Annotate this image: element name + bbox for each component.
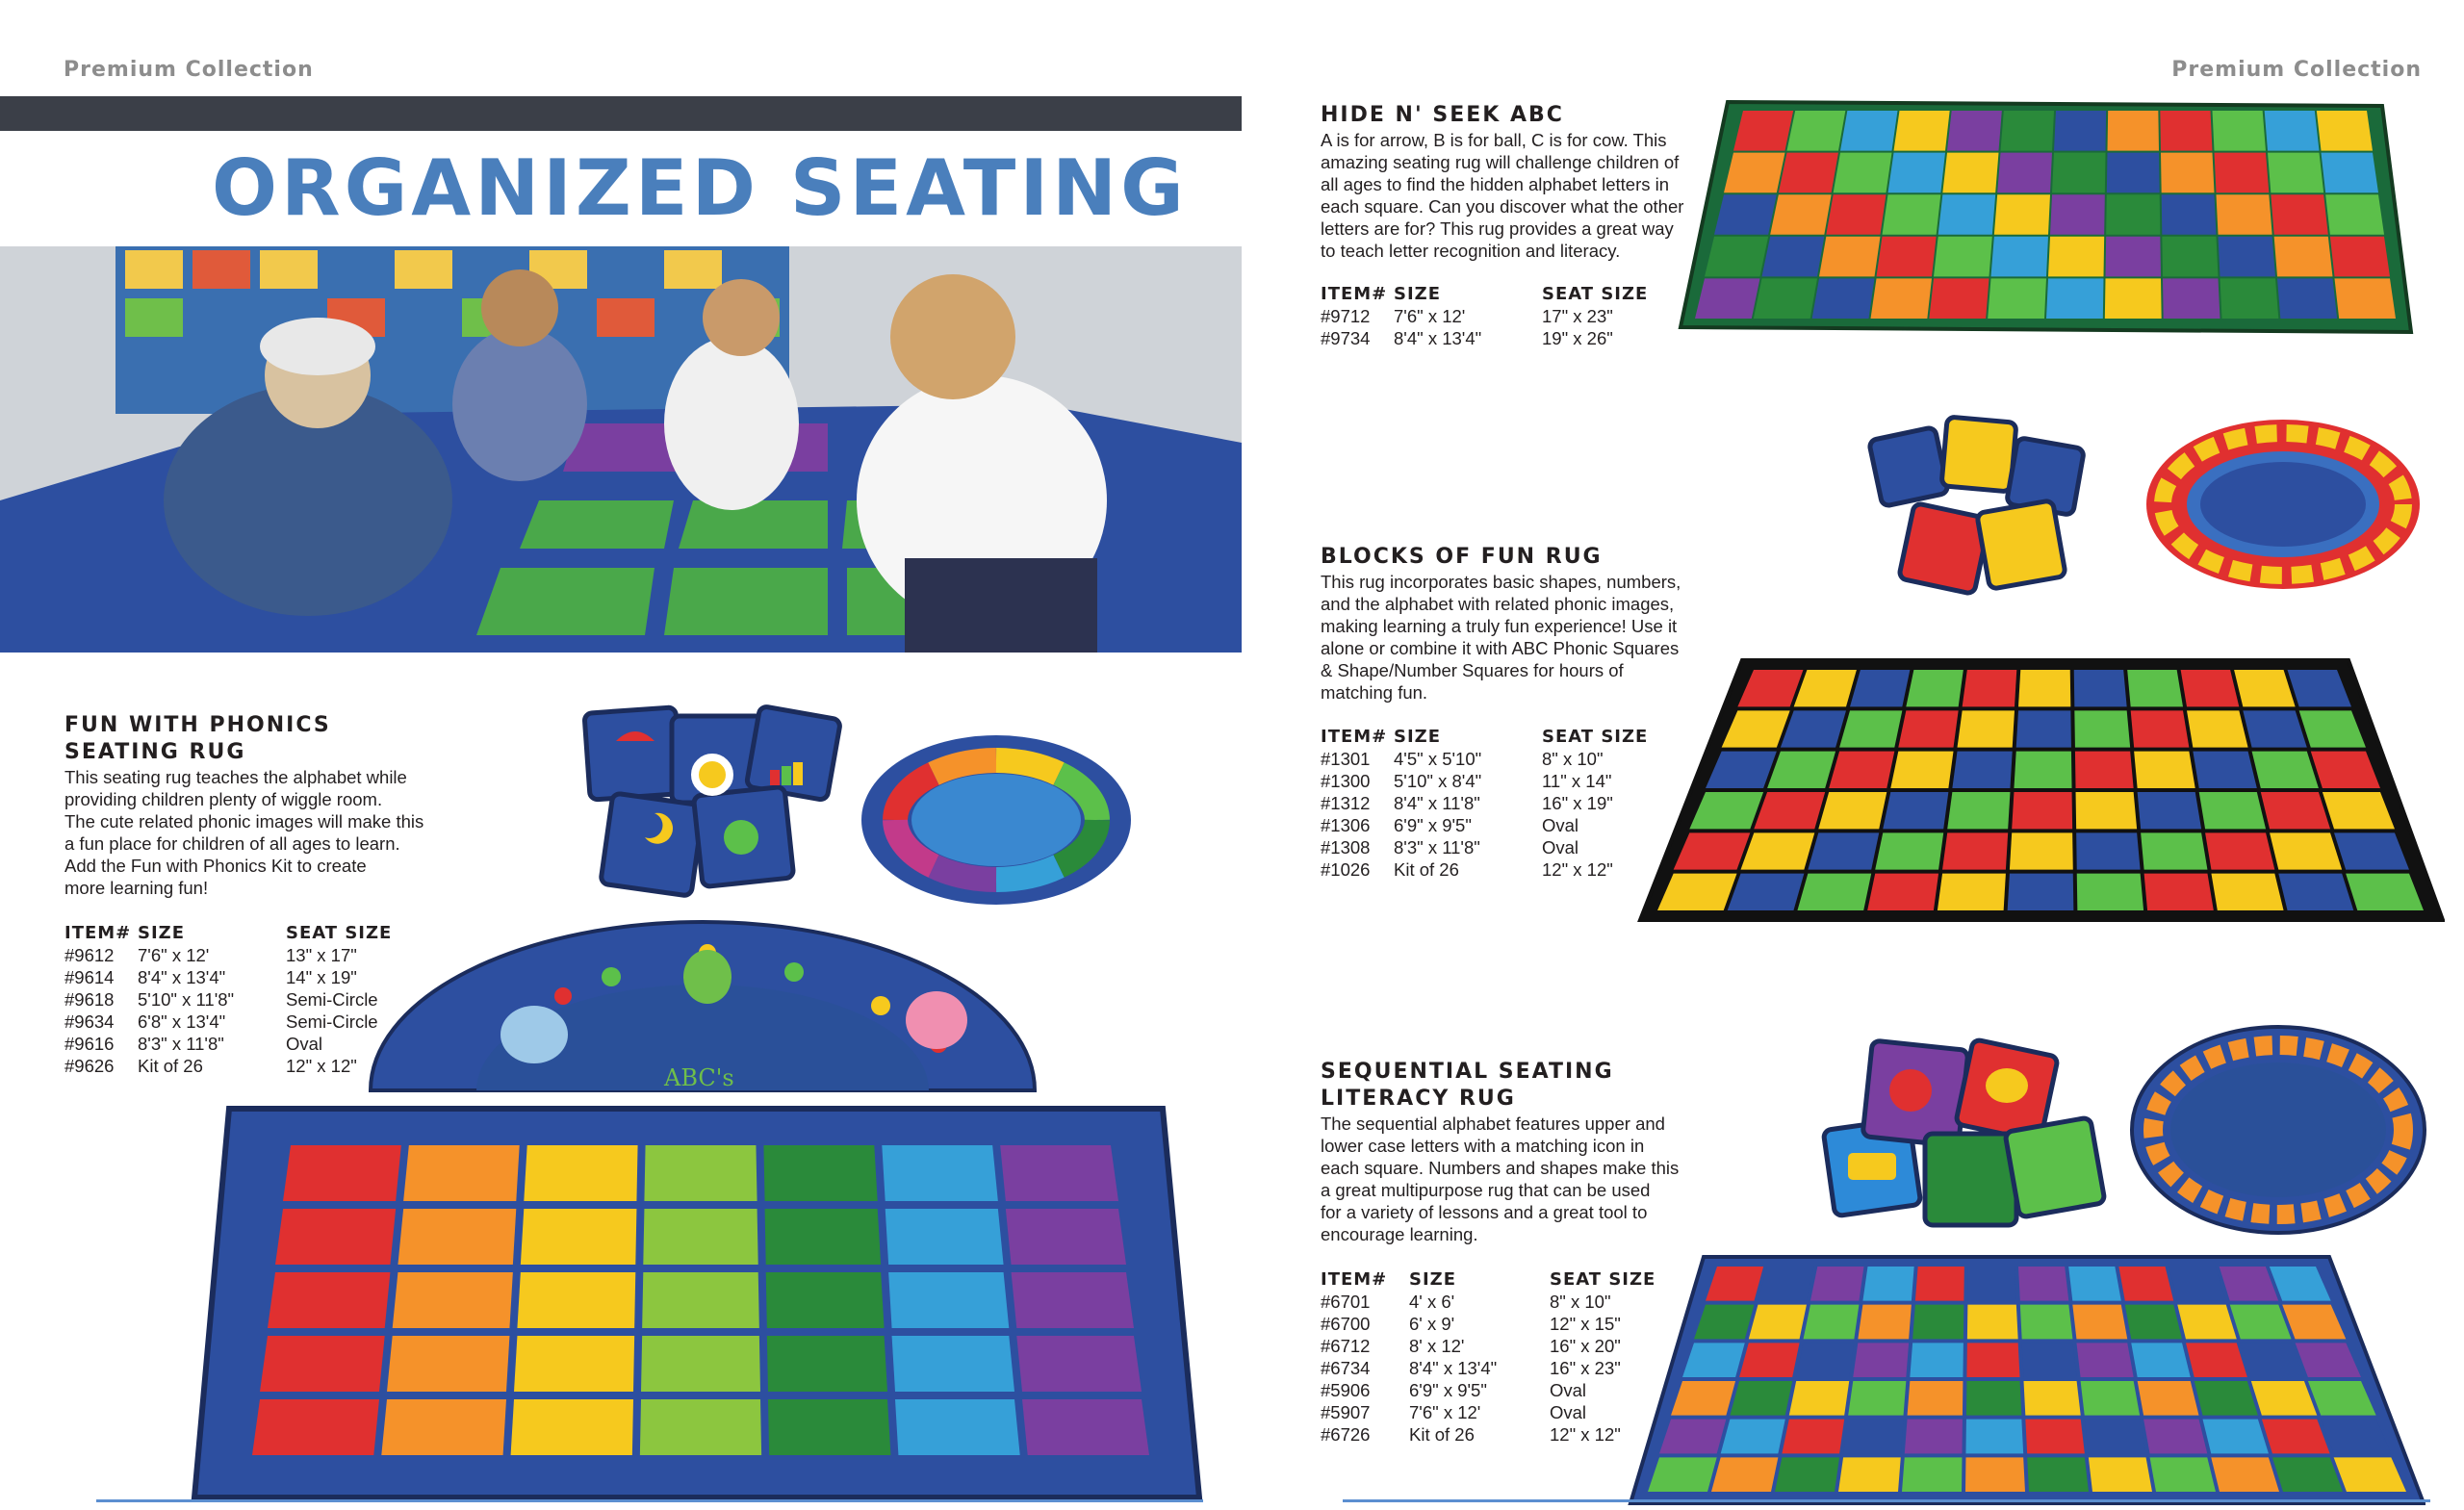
rug-square [381,1399,506,1455]
rug-square [1942,153,1998,193]
rug-square [2150,1457,2216,1492]
rug-square [1721,1420,1785,1454]
rug-square [2105,278,2162,319]
rug-square [2106,194,2160,235]
rug-square [1862,1267,1913,1301]
header-right: Premium Collection [2171,58,2422,82]
rug-square [2050,194,2105,235]
rug-square [2193,752,2256,788]
table-row: #9734 8'4" x 13'4" 19" x 26" [1321,328,1613,348]
rug-square [1915,1267,1964,1301]
rug-square [1812,278,1875,319]
rug-square [1775,1457,1839,1492]
rug-square [2194,1381,2258,1416]
blocks-of-fun-oval-rug [2142,416,2426,594]
rug-square [283,1145,401,1201]
table-row: #6712 8' x 12' 16" x 20" [1321,1336,1621,1356]
rug-square [2144,874,2214,910]
rug-square [1890,752,1953,788]
rug-square [1810,1267,1864,1301]
table-header: ITEM# SIZE SEAT SIZE [1321,1269,1656,1290]
rug-square [1967,1305,2018,1340]
product-description-fun-with-phonics: This seating rug teaches the alphabet while providing children plenty of wiggle room. The cute related phonic images will make this a fun place for children of all ages to learn. Add the Fun with Phonics Kit to create more learning fun! [64,767,424,898]
rug-square [1965,1457,2025,1492]
rug-square [1022,1399,1149,1455]
rug-square [1871,278,1933,319]
rug-square [2211,1457,2279,1492]
rug-square [1991,237,2049,277]
table-row: #9616 8'3" x 11'8" Oval [64,1034,323,1054]
rug-square [1938,194,1996,235]
table-row: #6726 Kit of 26 12" x 12" [1321,1424,1621,1445]
rug-square [1942,832,2008,869]
rug-square [1787,111,1846,151]
header-left: Premium Collection [64,58,314,82]
rug-square [2161,153,2215,193]
table-row: #9618 5'10" x 11'8" Semi-Circle [64,989,378,1010]
table-row: #9626 Kit of 26 12" x 12" [64,1056,357,1076]
rug-square [514,1336,634,1392]
rug-square [888,1272,1009,1328]
rug-square [2274,237,2333,277]
product-description-sequential-seating: The sequential alphabet features upper and lower case letters with a matching icon in each square. Numbers and shapes make this a great multipurpose rug that can be used for a variety of lessons and a great tool to encourage learning. [1321,1113,1680,1244]
rug-square [1910,1343,1964,1377]
rug-square [763,1145,877,1201]
rug-square [1994,194,2050,235]
sequential-seating-rug [1627,1251,2426,1506]
rug-square [2205,832,2274,869]
rug-square [2089,1457,2152,1492]
rug-square [2134,752,2195,788]
divider-line-right [1343,1499,2430,1502]
rug-square [1762,237,1825,277]
rug-square [260,1336,385,1392]
product-table-hide-n-seek [1321,283,1706,349]
rug-square [644,1145,757,1201]
rug-square [1808,832,1879,869]
rug-square [1648,1457,1717,1492]
rug-square [2335,278,2397,319]
blocks-of-fun-kit [1867,414,2098,606]
table-row: #1026 Kit of 26 12" x 12" [1321,859,1613,880]
table-row: #9634 6'8" x 13'4" Semi-Circle [64,1011,378,1032]
rug-square [2277,278,2337,319]
rug-square [2217,194,2272,235]
rug-square [1006,1209,1126,1265]
rug-square [1908,1381,1964,1416]
rug-square [2199,792,2266,829]
rug-square [2068,1267,2121,1301]
rug-square [2022,1343,2077,1377]
rug-square [2181,670,2240,706]
table-row: #6701 4' x 6' 8" x 10" [1321,1292,1611,1312]
product-title-hide-n-seek: HIDE N' SEEK ABC [1321,103,1564,127]
table-row: #5907 7'6" x 12' Oval [1321,1402,1587,1422]
rug-square [2052,153,2106,193]
rug-square [2107,153,2160,193]
rug-square [1906,670,1963,706]
table-row: #1308 8'3" x 11'8" Oval [1321,837,1579,857]
rug-square [2108,111,2160,151]
rug-square [2024,1381,2081,1416]
banner [0,131,1242,246]
table-row: #1300 5'10" x 8'4" 11" x 14" [1321,771,1612,791]
rug-square [2048,237,2104,277]
rug-square [2085,1420,2146,1454]
rug-square [1711,1457,1778,1492]
rug-square [1819,237,1881,277]
rug-square [2138,792,2201,829]
rug-square [1724,153,1785,193]
rug-square [2322,153,2379,193]
product-title-sequential-seating: SEQUENTIAL SEATING LITERACY RUG [1321,1060,1614,1111]
rug-square [1894,111,1950,151]
rug-square [2265,111,2320,151]
sequential-kit-squares [1819,1037,2108,1235]
table-row: #9712 7'6" x 12' 17" x 23" [1321,306,1613,326]
rug-square [2001,111,2055,151]
phonics-kit-squares [578,703,857,905]
rug-square [1867,874,1938,910]
rug-square [640,1399,761,1455]
table-row: #5906 6'9" x 9'5" Oval [1321,1380,1587,1400]
rug-square [1838,1457,1901,1492]
rug-square [511,1399,633,1455]
rug-square [2010,832,2073,869]
rug-square [1898,710,1958,747]
rug-square [1963,670,2017,706]
rug-square [1843,1420,1903,1454]
rug-square [1730,1381,1792,1416]
rug-square [2074,670,2127,706]
rug-square [1997,153,2052,193]
table-header: ITEM# SIZE SEAT SIZE [1321,727,1649,747]
rug-square [1789,1381,1849,1416]
rug-square [1839,710,1902,747]
rug-square [1728,874,1805,910]
rug-square [1929,278,1989,319]
banner-title: ORGANIZED SEATING [212,143,1188,233]
rug-square [2046,278,2104,319]
rug-square [2076,1343,2133,1377]
rug-square [1826,194,1886,235]
rug-square [2268,153,2323,193]
rug-square [1834,153,1892,193]
table-row: #9614 8'4" x 13'4" 14" x 19" [64,967,357,987]
rug-square [2143,1420,2207,1454]
rug-square [1796,1343,1854,1377]
rug-square [1947,111,2002,151]
rug-square [641,1336,760,1392]
rug-square [2252,752,2319,788]
phonics-rectangle-rug [191,1103,1203,1503]
rug-square [387,1336,509,1392]
rug-square [2081,1381,2141,1416]
rug-square [1902,1457,1962,1492]
rug-square [1905,1420,1963,1454]
rug-square [1877,237,1937,277]
rug-square [2074,710,2130,747]
rug-square [1818,792,1886,829]
rug-square [2215,153,2270,193]
rug-square [2018,1267,2068,1301]
rug-square [1714,194,1777,235]
rug-square [1659,1420,1726,1454]
rug-square [2162,237,2218,277]
rug-square [2131,1343,2191,1377]
rug-square [1705,237,1768,277]
rug-square [1853,1343,1909,1377]
rug-square [1758,1267,1813,1301]
table-row: #6700 6' x 9' 12" x 15" [1321,1314,1621,1334]
rug-square [2072,1305,2127,1340]
rug-square [2163,278,2220,319]
rug-square [642,1272,759,1328]
rug-square [2076,792,2138,829]
rug-square [2330,237,2390,277]
rug-square [1739,1343,1799,1377]
table-row: #1312 8'4" x 11'8" 16" x 19" [1321,793,1613,813]
table-row: #1301 4'5" x 5'10" 8" x 10" [1321,749,1604,769]
rug-square [2027,1457,2089,1492]
rug-square [1988,278,2046,319]
rug-square [2125,1305,2182,1340]
rug-square [1012,1272,1134,1328]
rug-square [2106,237,2162,277]
rug-square [892,1336,1014,1392]
rug-square [1965,1420,2023,1454]
rug-square [1888,153,1946,193]
rug-square [1770,194,1832,235]
rug-square [2076,832,2140,869]
rug-square [2162,194,2217,235]
rug-square [2219,237,2276,277]
table-row: #6734 8'4" x 13'4" 16" x 23" [1321,1358,1621,1378]
rug-square [2270,832,2342,869]
rug-square [2016,710,2071,747]
rug-square [2271,194,2328,235]
table-header: ITEM# SIZE SEAT SIZE [1321,284,1649,304]
rug-square [1829,752,1894,788]
rug-square [268,1272,390,1328]
rug-square [1966,1343,2019,1377]
rug-square [1840,111,1898,151]
rug-square [2127,670,2183,706]
rug-square [2141,832,2207,869]
rug-square [2014,752,2071,788]
rug-square [393,1272,513,1328]
rug-square [1858,1305,1912,1340]
blocks-of-fun-rug [1636,654,2445,924]
rug-square [2020,1305,2073,1340]
rug-square [1848,1381,1906,1416]
rug-square [2220,278,2279,319]
rug-square [2118,1267,2173,1301]
phonics-oval-rug [857,731,1136,909]
rug-square [1934,237,1992,277]
divider-line-left [96,1499,1203,1502]
rug-square [2278,874,2353,910]
rug-square [886,1209,1004,1265]
rug-square [2138,1381,2199,1416]
product-description-hide-n-seek: A is for arrow, B is for ball, C is for cow. This amazing seating rug will challenge children of all ages to find the hidden alphabet letters in each square. Can you discover what the other letters are for? This rug provides a great way to teach letter recognition and literacy. [1321,130,1684,261]
semicircle-rug-label: ABC's [664,1064,734,1091]
product-description-blocks-of-fun: This rug incorporates basic shapes, numbers, and the alphabet with related phonic images, making learning a truly fun experience! Use it alone or combine it with ABC Phonic Squares & Shape/Number Squares for hours of matching fun. [1321,572,1681,703]
rug-square [403,1145,520,1201]
rug-square [252,1399,379,1455]
rug-square [1782,1420,1844,1454]
rug-square [1850,670,1910,706]
rug-square [882,1145,998,1201]
rug-square [2018,670,2070,706]
rug-square [2325,194,2384,235]
rug-square [398,1209,516,1265]
rug-square [521,1209,637,1265]
rug-square [524,1145,637,1201]
rug-square [517,1272,635,1328]
rug-square [1883,194,1941,235]
rug-square [2075,752,2134,788]
rug-square [768,1399,890,1455]
rug-square [1912,1305,1964,1340]
rug-square [1000,1145,1118,1201]
rug-square [765,1209,882,1265]
rug-square [1779,153,1838,193]
rug-square [1797,874,1871,910]
rug-square [1958,710,2015,747]
rug-square [2213,111,2267,151]
rug-square [1938,874,2006,910]
rug-square [1733,111,1793,151]
rug-square [2077,874,2143,910]
rug-square [766,1272,885,1328]
table-row: #1306 6'9" x 9'5" Oval [1321,815,1579,835]
rug-square [1695,278,1760,319]
product-title-fun-with-phonics: FUN WITH PHONICS SEATING RUG [64,713,331,764]
rug-square [2012,792,2072,829]
rug-square [643,1209,757,1265]
rug-square [2186,1343,2247,1377]
rug-square [1754,278,1817,319]
rug-square [2317,111,2373,151]
rug-square [1966,1381,2021,1416]
rug-square [2203,1420,2269,1454]
rug-square [275,1209,396,1265]
table-row: #9612 7'6" x 12' 13" x 17" [64,945,357,965]
rug-square [895,1399,1020,1455]
table-header: ITEM# SIZE SEAT SIZE [64,923,393,943]
rug-square [1749,1305,1807,1340]
rug-square [1016,1336,1142,1392]
rug-square [2025,1420,2085,1454]
rug-square [2160,111,2212,151]
rug-square [1875,832,1943,869]
rug-square [1947,792,2010,829]
rug-square [2008,874,2074,910]
rug-square [2131,710,2190,747]
rug-square [1952,752,2012,788]
rug-square [2187,710,2248,747]
sequential-oval-rug [2127,1022,2430,1239]
rug-square [1967,1267,2015,1301]
rug-square [767,1336,887,1392]
rug-square [2211,874,2283,910]
rug-square [2261,792,2330,829]
rug-square [1883,792,1948,829]
hide-n-seek-rug [1675,96,2416,337]
rug-square [2054,111,2106,151]
rug-square [1804,1305,1860,1340]
product-title-blocks-of-fun: BLOCKS OF FUN RUG [1321,545,1603,569]
